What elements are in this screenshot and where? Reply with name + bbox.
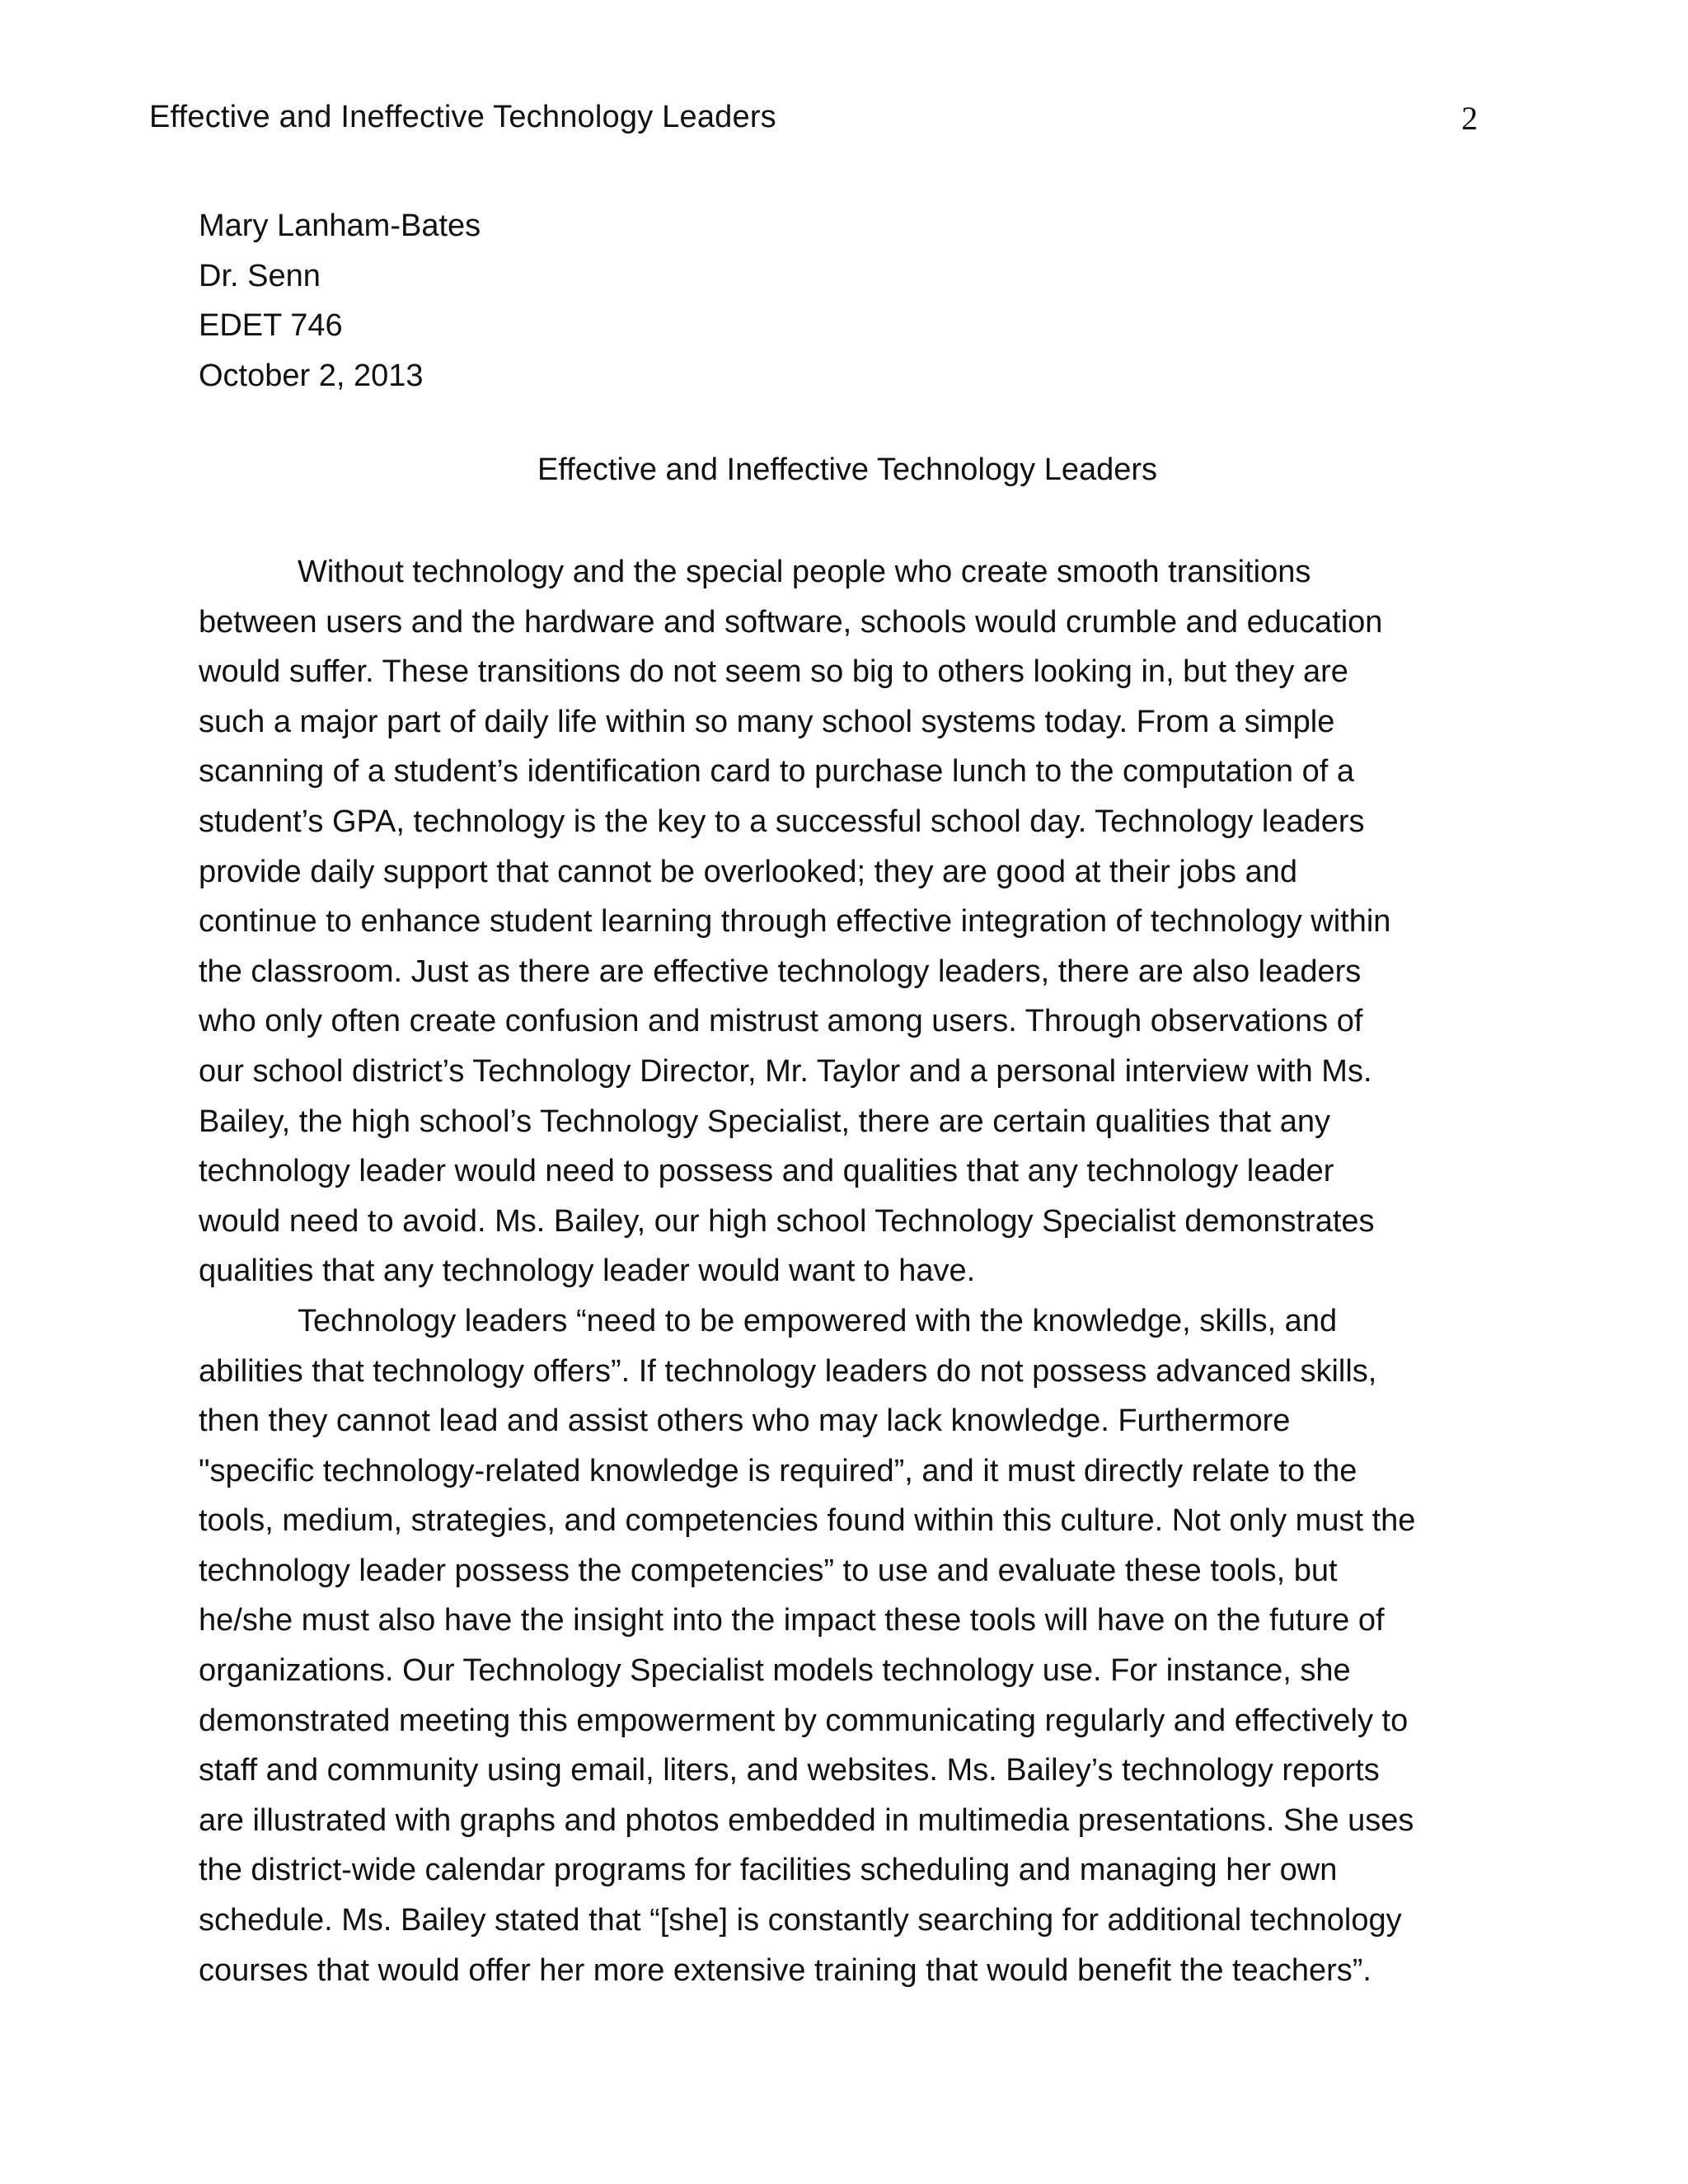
paragraph-2-line: schedule. Ms. Bailey stated that “[she] is constantly searching for additional technology <box>199 1903 1402 1938</box>
paragraph-1-line: between users and the hardware and software, schools would crumble and education <box>199 604 1383 640</box>
paragraph-2-line: then they cannot lead and assist others who may lack knowledge. Furthermore <box>199 1404 1291 1439</box>
instructor-name: Dr. Senn <box>199 258 321 293</box>
paragraph-1-line: our school district’s Technology Director, Mr. Taylor and a personal interview with Ms. <box>199 1053 1372 1089</box>
paragraph-2-line: Technology leaders “need to be empowered with the knowledge, skills, and <box>298 1303 1338 1338</box>
paragraph-2-line: abilities that technology offers”. If technology leaders do not possess advanced skills, <box>199 1353 1377 1389</box>
paragraph-1-line: Without technology and the special people who create smooth transitions <box>298 555 1311 589</box>
heading-block <box>199 201 481 401</box>
paragraph-2-line: tools, medium, strategies, and competencies found within this culture. Not only must the <box>199 1503 1416 1539</box>
paragraph-2-line: the district-wide calendar programs for facilities scheduling and managing her own <box>199 1853 1338 1888</box>
page-number: 2 <box>1461 100 1478 137</box>
paragraph-2-line: staff and community using email, liters, and websites. Ms. Bailey’s technology reports <box>199 1753 1380 1788</box>
paragraph-2-line: courses that would offer her more extensive training that would benefit the teachers”. <box>199 1952 1372 1988</box>
running-head: Effective and Ineffective Technology Leaders <box>149 100 776 134</box>
paragraph-2-line: are illustrated with graphs and photos embedded in multimedia presentations. She uses <box>199 1802 1414 1838</box>
paragraph-1-line: Bailey, the high school’s Technology Specialist, there are certain qualities that any <box>199 1104 1331 1139</box>
paragraph-2-line: demonstrated meeting this empowerment by communicating regularly and effectively to <box>199 1703 1409 1738</box>
paragraph-1-line: technology leader would need to possess and qualities that any technology leader <box>199 1154 1334 1189</box>
paragraph-1-line: continue to enhance student learning through effective integration of technology within <box>199 904 1391 940</box>
paragraph-1-line: provide daily support that cannot be overlooked; they are good at their jobs and <box>199 854 1297 889</box>
paragraph-1-line: such a major part of daily life within so many school systems today. From a simple <box>199 704 1335 739</box>
paragraph-1-line: would need to avoid. Ms. Bailey, our high school Technology Specialist demonstrates <box>199 1203 1375 1239</box>
paragraph-1-line: student’s GPA, technology is the key to a successful school day. Technology leaders <box>199 804 1365 839</box>
paragraph-1-line: qualities that any technology leader would want to have. <box>199 1254 976 1289</box>
author-name: Mary Lanham-Bates <box>199 209 481 243</box>
paragraph-1-line: scanning of a student’s identification card to purchase lunch to the computation of a <box>199 754 1354 790</box>
paragraph-2-line: technology leader possess the competencies” to use and evaluate these tools, but <box>199 1553 1338 1588</box>
course-code: EDET 746 <box>199 308 343 343</box>
paragraph-1-line: who only often create confusion and mistrust among users. Through observations of <box>199 1004 1363 1039</box>
paragraph-2-line: "specific technology-related knowledge is required”, and it must directly relate to the <box>199 1453 1357 1488</box>
paragraph-1-line: would suffer. These transitions do not seem so big to others looking in, but they are <box>199 654 1348 690</box>
paper-date: October 2, 2013 <box>199 358 424 393</box>
paper-title: Effective and Ineffective Technology Leaders <box>537 452 1158 487</box>
paragraph-2-line: organizations. Our Technology Specialist models technology use. For instance, she <box>199 1653 1351 1689</box>
paragraph-2-line: he/she must also have the insight into the impact these tools will have on the future of <box>199 1603 1385 1638</box>
body-text <box>199 547 1415 1995</box>
paragraph-1-line: the classroom. Just as there are effective technology leaders, there are also leaders <box>199 954 1362 989</box>
